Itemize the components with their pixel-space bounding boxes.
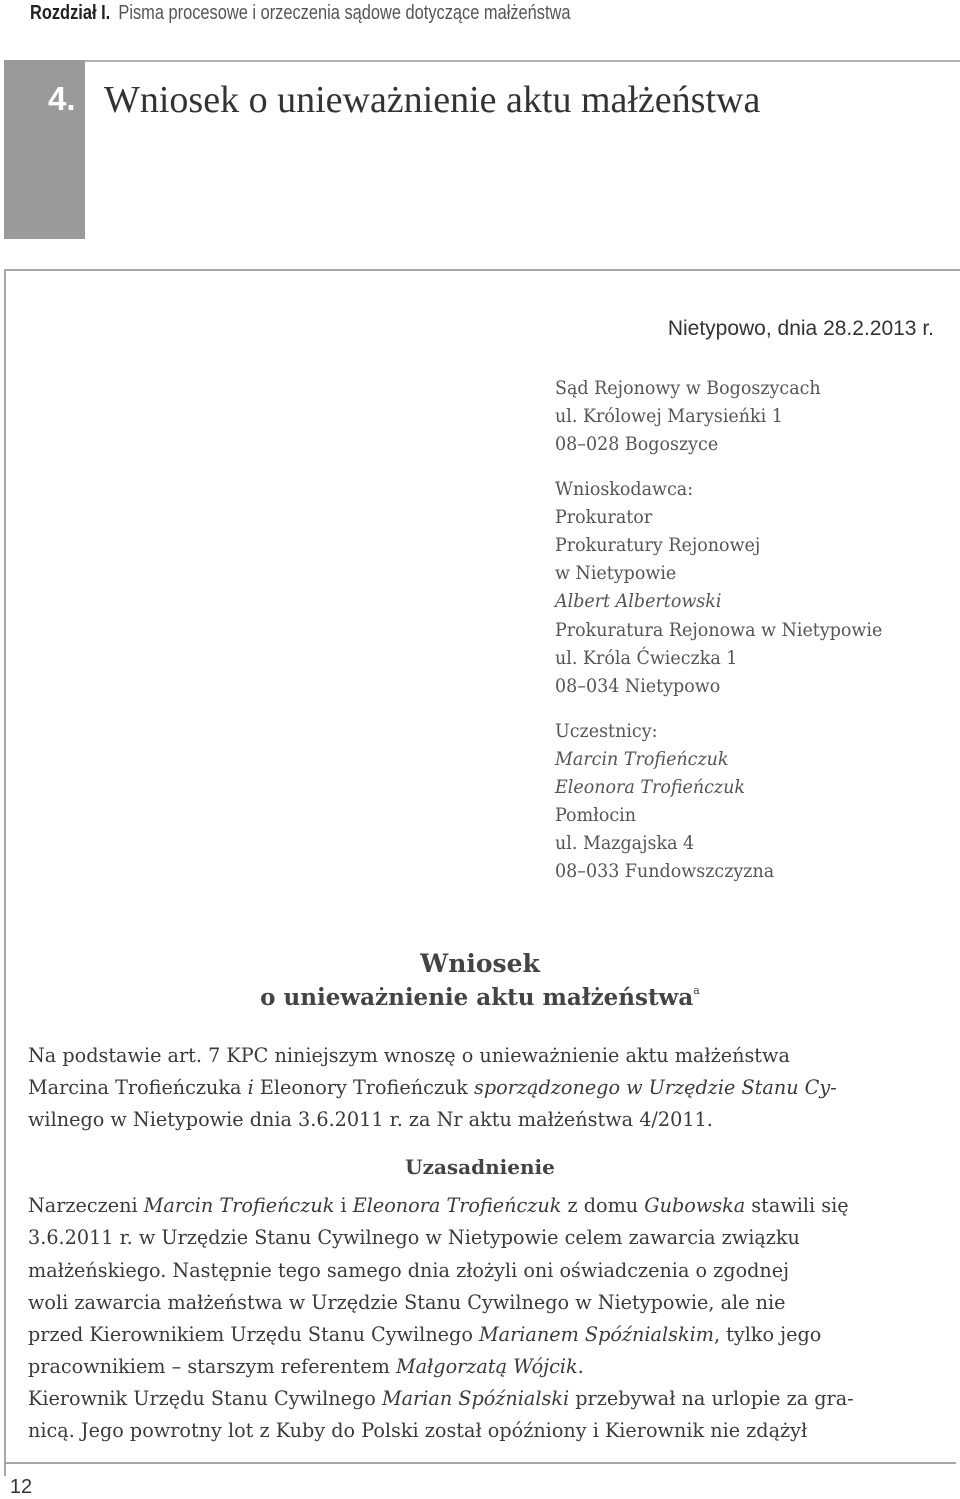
italic-name: sporządzonego w Urzędzie Stanu Cy- xyxy=(467,1075,837,1099)
applicant-line: Prokurator xyxy=(555,506,653,528)
text-run: Na podstawie art. 7 KPC niniejszym wnoszę o unieważnienie aktu małżeństwa xyxy=(28,1043,790,1067)
body-text-line xyxy=(28,1225,800,1249)
court-line: Sąd Rejonowy w Bogoszycach xyxy=(555,377,821,399)
text-run: pracownikiem – starszym referentem xyxy=(28,1354,396,1378)
document-subtitle xyxy=(0,984,960,1011)
participant-name: Eleonora Trofieńczuk xyxy=(555,776,745,798)
document-date: Nietypowo, dnia 28.2.2013 r. xyxy=(667,317,934,340)
text-run: Marcina Trofieńczuka xyxy=(28,1075,242,1099)
text-run: Eleonory Trofieńczuk xyxy=(259,1075,468,1099)
chapter-title: Wniosek o unieważnienie aktu małżeństwa xyxy=(104,79,761,121)
body-text-line xyxy=(28,1386,854,1410)
participant-line: Pomłocin xyxy=(555,804,636,826)
applicant-name: Albert Albertowski xyxy=(555,590,722,612)
applicant-line: Prokuratura Rejonowa w Nietypowie xyxy=(555,619,883,641)
body-text-line xyxy=(28,1107,713,1131)
text-run: nicą. Jego powrotny lot z Kuby do Polski został opóźniony i Kierownik nie zdążył xyxy=(28,1418,808,1442)
court-line: 08–028 Bogoszyce xyxy=(555,433,719,455)
document-title: Wniosek xyxy=(420,949,540,978)
text-run: woli zawarcia małżeństwa w Urzędzie Stanu Cywilnego w Nietypowie, ale nie xyxy=(28,1290,786,1314)
text-run: Narzeczeni xyxy=(28,1193,144,1217)
body-text-line xyxy=(28,1290,786,1314)
participant-line: ul. Mazgajska 4 xyxy=(555,832,695,854)
italic-name: i xyxy=(241,1075,260,1099)
text-run: Kierownik Urzędu Stanu Cywilnego xyxy=(28,1386,382,1410)
italic-name: Marian Spóźnialski xyxy=(381,1386,570,1410)
text-run: małżeńskiego. Następnie tego samego dnia złożyli oni oświadczenia o zgodnej xyxy=(28,1258,790,1282)
running-head-chapter: Rozdział I. xyxy=(30,2,111,24)
participant-line: 08–033 Fundowszczyzna xyxy=(555,860,775,882)
applicant-line: 08–034 Nietypowo xyxy=(555,675,721,697)
body-text-line xyxy=(28,1354,584,1378)
applicant-line: Prokuratury Rejonowej xyxy=(555,534,761,556)
italic-name: Marianem Spóźnialskim xyxy=(479,1322,714,1346)
text-run: wilnego w Nietypowie dnia 3.6.2011 r. za Nr aktu małżeństwa 4/2011. xyxy=(28,1107,713,1131)
body-text-line xyxy=(28,1258,789,1282)
page-number: 12 xyxy=(9,1476,33,1498)
footnote-marker: a xyxy=(693,984,700,997)
text-run: i xyxy=(334,1193,353,1217)
applicant-line: w Nietypowie xyxy=(555,562,677,584)
document-subtitle-text: o unieważnienie aktu małżeństwa xyxy=(260,984,694,1011)
participant-name: Marcin Trofieńczuk xyxy=(555,748,729,770)
text-run: stawili się xyxy=(745,1193,849,1217)
text-run: z domu xyxy=(561,1193,645,1217)
chapter-rule xyxy=(85,60,960,62)
text-run: . xyxy=(577,1354,584,1378)
text-run: 3.6.2011 r. w Urzędzie Stanu Cywilnego w Nietypowie celem zawarcia związku xyxy=(28,1225,800,1249)
footer-rule xyxy=(4,1462,956,1498)
court-line: ul. Królowej Marysieńki 1 xyxy=(555,405,783,427)
body-text-line xyxy=(28,1193,849,1217)
applicant-label: Wnioskodawca: xyxy=(555,478,694,500)
body-text-line xyxy=(28,1418,807,1442)
italic-name: Małgorzatą Wójcik xyxy=(395,1354,578,1378)
body-text-line xyxy=(28,1075,837,1099)
participants-label: Uczestnicy: xyxy=(555,720,658,742)
applicant-line: ul. Króla Ćwieczka 1 xyxy=(555,647,738,669)
justification-heading: Uzasadnienie xyxy=(405,1155,555,1179)
running-head-subtitle: Pisma procesowe i orzeczenia sądowe dotyczące małżeństwa xyxy=(118,2,571,24)
running-head xyxy=(30,2,571,25)
body-text-line xyxy=(28,1043,790,1067)
text-run: przed Kierownikiem Urzędu Stanu Cywilnego xyxy=(28,1322,480,1346)
italic-name: Gubowska xyxy=(644,1193,746,1217)
italic-name: Marcin Trofieńczuk xyxy=(143,1193,335,1217)
text-run: przebywał na urlopie za gra- xyxy=(569,1386,854,1410)
body-text-line xyxy=(28,1322,821,1346)
italic-name: Eleonora Trofieńczuk xyxy=(352,1193,562,1217)
text-run: , tylko jego xyxy=(713,1322,822,1346)
chapter-number: 4. xyxy=(48,80,76,117)
